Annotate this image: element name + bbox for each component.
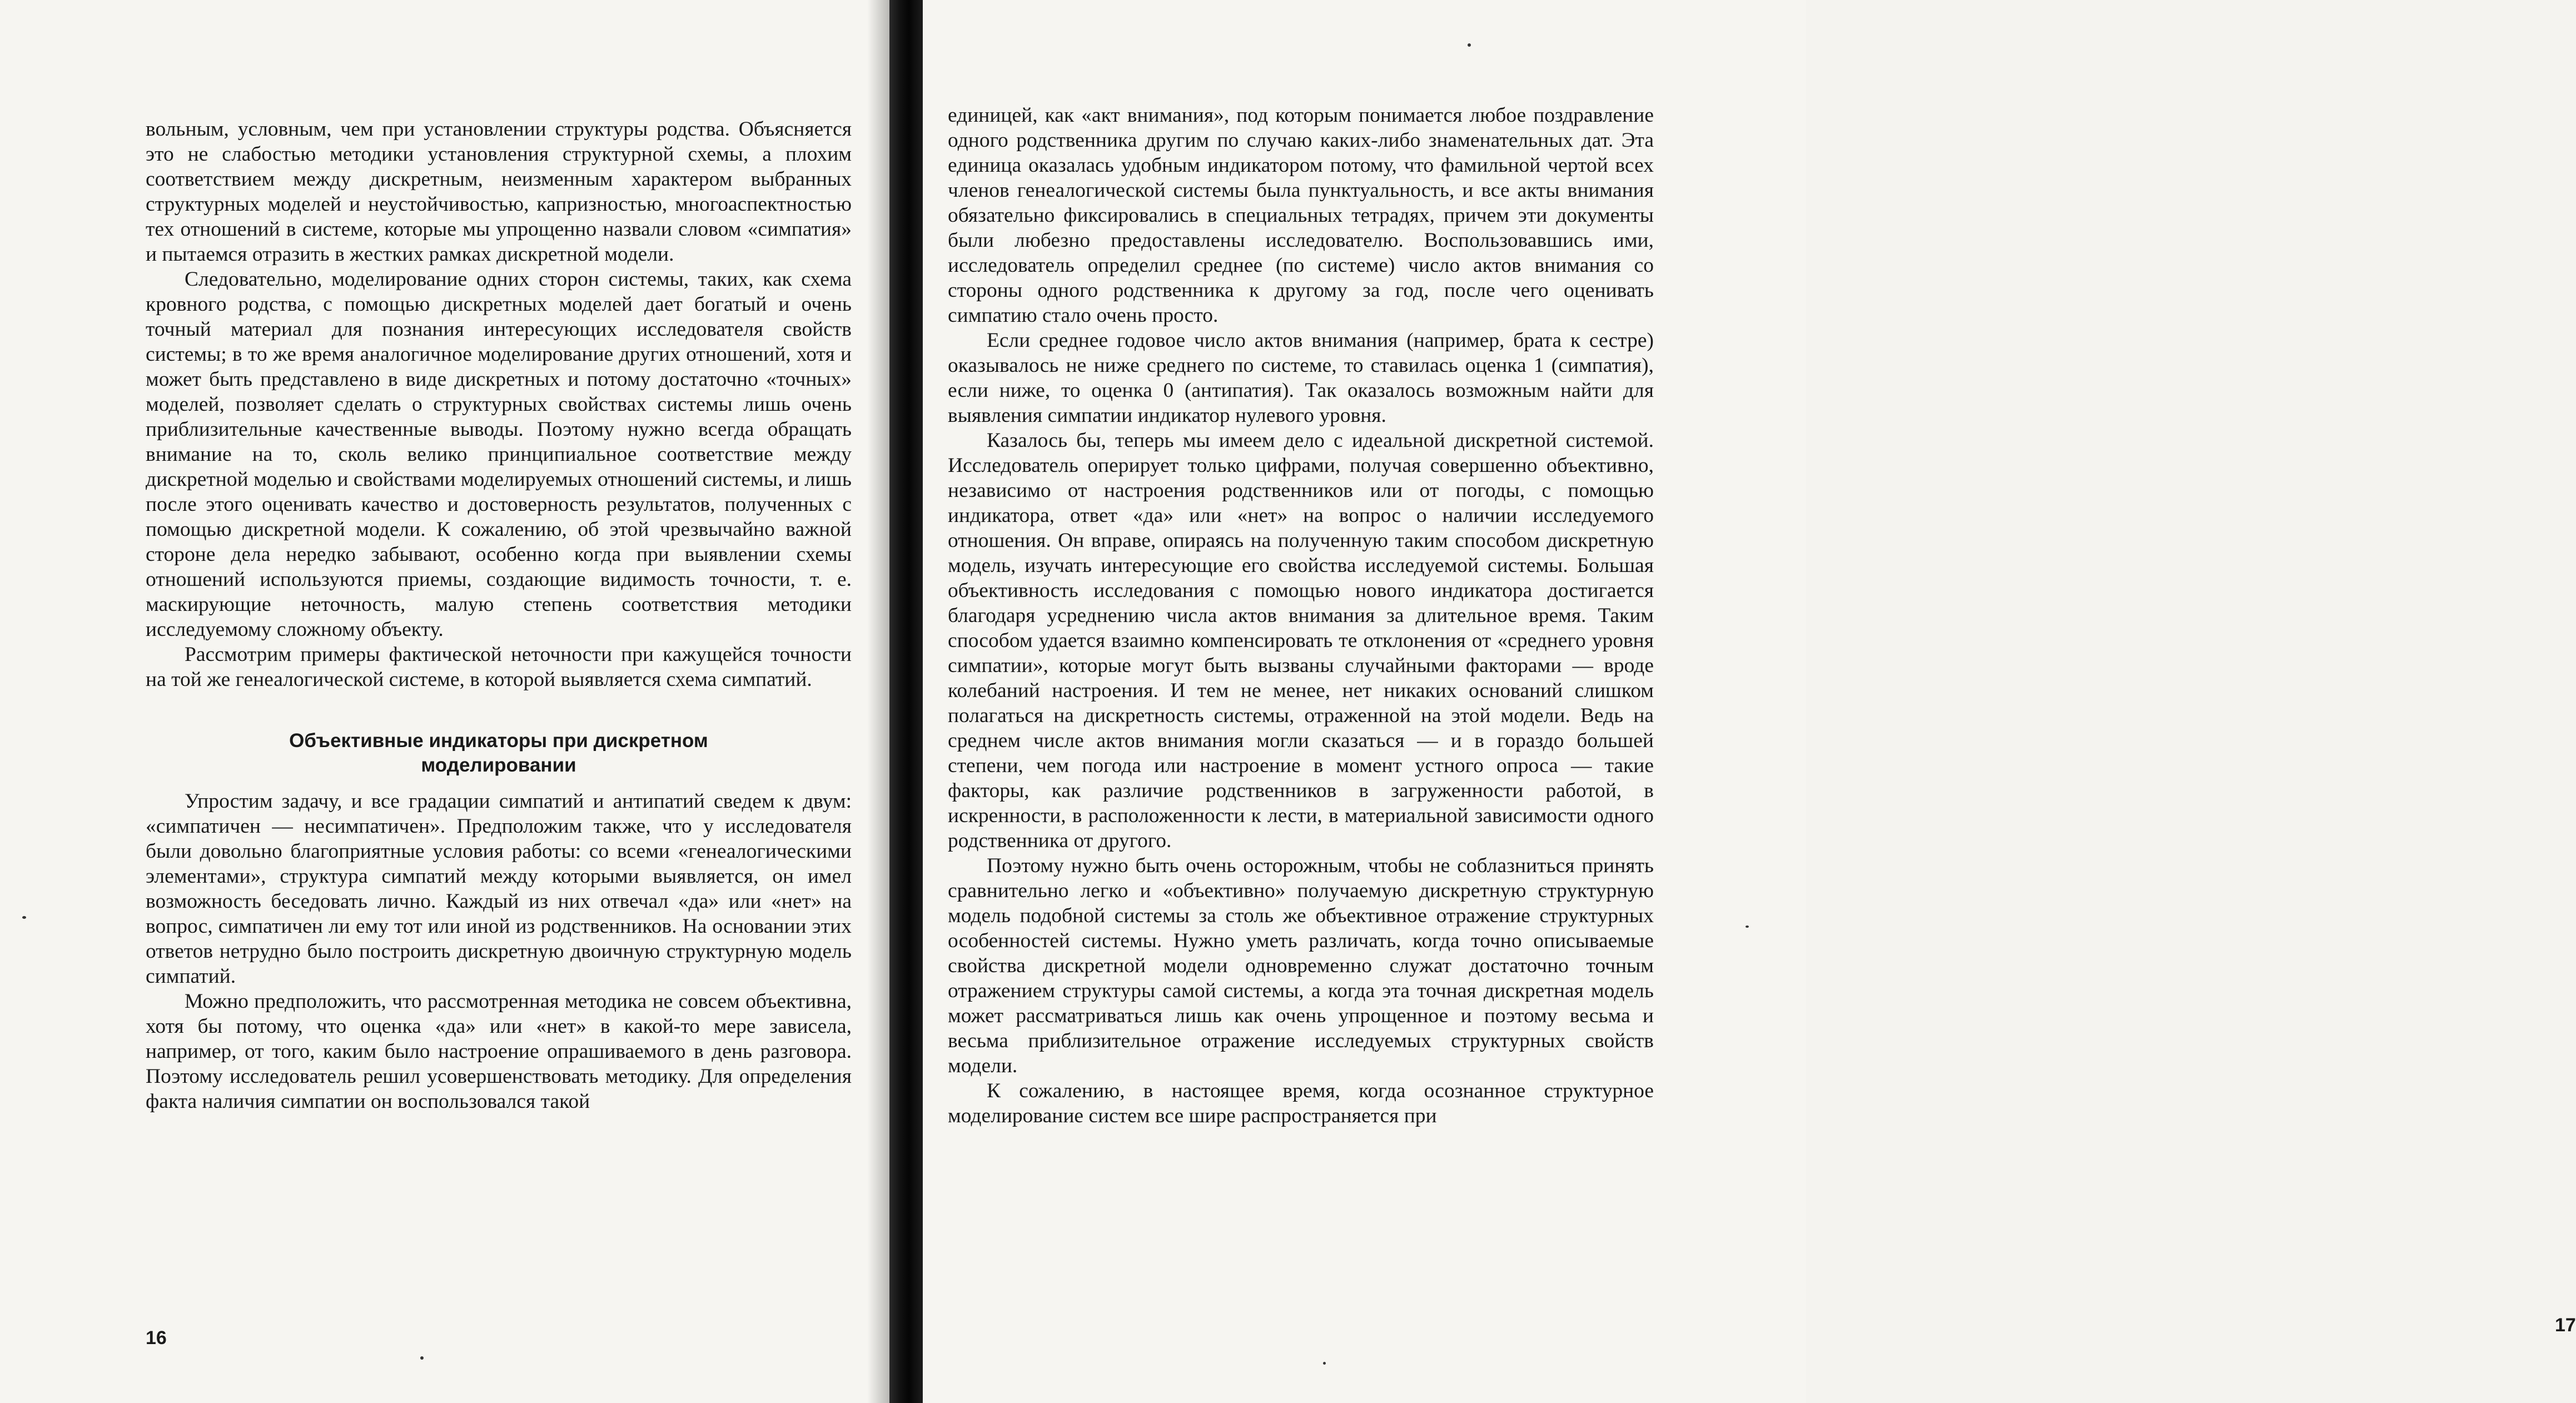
left-page-text bbox=[146, 117, 852, 1114]
right-page-text bbox=[948, 103, 1654, 1128]
book-gutter bbox=[889, 0, 923, 1403]
paragraph: Казалось бы, теперь мы имеем дело с идеальной дискретной системой. Исследователь оперирует только цифрами, получая совершенно объективно, независимо от настроения родственников или от погоды, с помощью индикатора, ответ «да» или «нет» на вопрос о наличии исследуемого отношения. Он вправе, опираясь на полученную таким способом дискретную модель, изучать интересующие его свойства исследуемой системы. Большая объективность исследования с помощью нового индикатора достигается благодаря усреднению числа актов внимания за длительное время. Таким способом удается взаимно компенсировать те отклонения от «среднего уровня симпатии», которые могут быть вызваны случайными факторами — вроде колебаний настроения. И тем не менее, нет никаких оснований слишком полагаться на дискретность системы, отраженной на этой модели. Ведь на среднем числе актов внимания могли сказаться — и в гораздо большей степени, чем погода или настроение в момент устного опроса — такие факторы, как различие родственников в загруженности работой, в искренности, в расположенности к лести, в материальной зависимости одного родственника от другого. bbox=[948, 429, 1654, 852]
paragraph: Рассмотрим примеры фактической неточности при кажущейся точности на той же генеалогической системе, в которой выявляется схема симпатий. bbox=[146, 643, 852, 691]
scan-speck bbox=[22, 916, 26, 919]
scan-speck bbox=[420, 1356, 424, 1360]
gutter-shadow bbox=[867, 0, 889, 1403]
section-heading bbox=[146, 729, 852, 778]
page-number: 16 bbox=[146, 1327, 167, 1349]
paragraph: Поэтому нужно быть очень осторожным, чтобы не соблазниться принять сравнительно легко и «объективно» получаемую дискретную структурную модель подобной системы за столь же объективное отражение структурных особенностей системы. Нужно уметь различать, когда точно описываемые свойства дискретной модели одновременно служат достаточно точным отражением структуры самой системы, а когда эта точная дискретная модель может рассматриваться лишь как очень упрощенное и поэтому весьма и весьма приблизительное отражение исследуемых структурных свойств модели. bbox=[948, 854, 1654, 1077]
scan-speck bbox=[1468, 43, 1471, 47]
left-page bbox=[0, 0, 889, 1403]
scan-speck bbox=[1323, 1362, 1326, 1365]
paragraph: Можно предположить, что рассмотренная методика не совсем объективна, хотя бы потому, что оценка «да» или «нет» в какой-то мере зависела, например, от того, каким было настроение опрашиваемого в день разговора. Поэтому исследователь решил усовершенствовать методику. Для определения факта наличия симпатии он воспользовался такой bbox=[146, 990, 852, 1113]
paragraph: единицей, как «акт внимания», под которым понимается любое поздравление одного родственника другим по случаю каких-либо знаменательных дат. Эта единица оказалась удобным индикатором потому, что фамильной чертой всех членов генеалогической системы была пунктуальность, и все акты внимания обязательно фиксировались в специальных тетрадях, причем эти документы были любезно предоставлены исследователю. Воспользовавшись ими, исследователь определил среднее (по системе) число актов внимания со стороны одного родственника к другому за год, после чего оценивать симпатию стало очень просто. bbox=[948, 104, 1654, 327]
section-heading-line: моделировании bbox=[421, 754, 576, 776]
paragraph: К сожалению, в настоящее время, когда осознанное структурное моделирование систем все шире распространяется при bbox=[948, 1079, 1654, 1127]
paragraph: вольным, условным, чем при установлении структуры родства. Объясняется это не слабостью методики установления структурной схемы, а плохим соответствием между дискретным, неизменным характером выбранных структурных моделей и неустойчивостью, капризностью, многоаспектностью тех отношений в системе, которые мы упрощенно назвали словом «симпатия» и пытаемся отразить в жестких рамках дискретной модели. bbox=[146, 118, 852, 266]
paragraph: Следовательно, моделирование одних сторон системы, таких, как схема кровного родства, с помощью дискретных моделей дает богатый и очень точный материал для познания интересующих исследователя свойств системы; в то же время аналогичное моделирование других отношений, хотя и может быть представлено в виде дискретных и потому достаточно «точных» моделей, позволяет сделать о структурных свойствах системы лишь очень приблизительные качественные выводы. Поэтому нужно всегда обращать внимание на то, сколь велико принципиальное соответствие между дискретной моделью и свойствами моделируемых отношений системы, и лишь после этого оценивать качество и достоверность результатов, полученных с помощью дискретной модели. К сожалению, об этой чрезвычайно важной стороне дела нередко забывают, особенно когда при выявлении схемы отношений используются приемы, создающие видимость точности, т. е. маскирующие неточность, малую степень соответствия методики исследуемому сложному объекту. bbox=[146, 268, 852, 641]
paragraph: Если среднее годовое число актов внимания (например, брата к сестре) оказывалось не ниже среднего по системе, то ставилась оценка 1 (симпатия), если ниже, то оценка 0 (антипатия). Так оказалось возможным найти для выявления симпатии индикатор нулевого уровня. bbox=[948, 329, 1654, 427]
section-heading-line: Объективные индикаторы при дискретном bbox=[289, 730, 708, 752]
page-number: 17 bbox=[2555, 1315, 2576, 1336]
scan-speck bbox=[1745, 926, 1749, 928]
paragraph: Упростим задачу, и все градации симпатий и антипатий сведем к двум: «симпатичен — несимпатичен». Предположим также, что у исследователя были довольно благоприятные условия работы: со всеми «генеалогическими элементами», структура симпатий между которыми выявляется, он имел возможность беседовать лично. Каждый из них отвечал «да» или «нет» на вопрос, симпатичен ли ему тот или иной из родственников. На основании этих ответов нетрудно было построить дискретную двоичную структурную модель симпатий. bbox=[146, 790, 852, 988]
